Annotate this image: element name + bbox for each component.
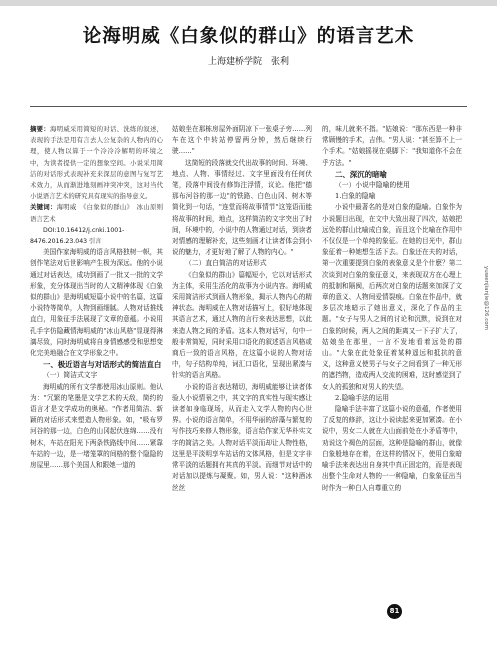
paragraph-2a: 姑娘坐在那栋房屋外面阴凉下一张桌子旁……列车在这个中转站停留两分钟，然后继续行驶……" (172, 125, 312, 156)
sub-subsection-heading-2: 2.隐喻手法的运用 (335, 393, 390, 402)
abstract-text: 海明威采用简短的对话、洗练的叙述，表现的手法是用有言去人公复杂的人物内的心理，使人物以算于一个冷冷冷解明的环境之中，为读者提供一定的想象空间。小说采用简洁的对话形式表现补充来深层的意图与复写艺术效力，从而渐进地刻画冲突冲突，这对当代小说语言艺术的研究具有现实的指导意义。 (30, 125, 164, 201)
subsection-heading-1: （一）简洁式文字 (43, 371, 98, 380)
paragraph-3a: 的，味儿就来不指。"姑娘说："那东西是一种非常顾慢的手术，吉伟。"男人说："甚至算不上一个手术。"姑娘摇视在桌脚下："我知道你不会在乎方法。" (322, 125, 462, 167)
side-margin-text: yuwenjianjie@126.com (483, 266, 489, 330)
page-number: 81 (387, 604, 402, 619)
subsection-heading-2: （二）直白简洁的对话形式 (185, 259, 267, 268)
doi-tail: 引言 (89, 238, 102, 246)
page-title: 论海明威《白象似的群山》的语言艺术 (82, 26, 415, 47)
paragraph-2b: 这简短的段落就交代出故事的时间、环境、地点、人物、事情经过、文字里面没有任何伏笔，段落中间没有修饰注浮情，议论。他把"德那布河谷的那一边"的铁路、白色山冈、树木等简化到一句话，"连堂而将故事情节"这笼语而能将故事的时间，地点，这样简洁的文字突出了时间，环境中的，小说中的人物通过对话，到读者对情感的理解补充，这些刻画才让读者体会到小说的魅力，才更好地了解了人物的内心。" (172, 158, 312, 257)
paragraph-2c: 《白象似的群山》篇幅短小，它以对话形式为主体，采用生活化的故事为小说内容。海明威采用简洁形式到画人物形象，揭示人物内心的精神状态。海明威在人物对话描写上，很好地体现其语言艺术，通过人物的言行来表达思想，以此来造人物之间的矛盾。这本人物对话写，句中一般非常简短，同时采用口语化的叙述语言风格或商后一致的语言风格，在这篇小说的人物对话中，句子结构单纯，词汇口语化，呈现出紧凑与针实的语言风格。 (172, 270, 312, 380)
side-margin-note (481, 200, 491, 400)
section-heading-1: 一、极近语言与对话形式的简洁直白 (43, 360, 162, 370)
paragraph-3c: 隐喻手法丰富了这篇小说的意蕴，作者使用了反复的修辞，这让小说读起来更加紧凑。在小说中，男女二人就在大山面前处在小矛盾等中，劝说这个褐色的层面，这种是隐喻的群山，就像白象般地存在着，在这样的情况下，使用白象暗喻手法来表达出自身其中真正固定的，而是表现出整个生命对人物的一一种隐喻，白象象征出当时作为一种白人自尊重立的 (322, 405, 462, 492)
column-1 (30, 124, 170, 471)
abstract-label: 摘要： (30, 125, 50, 133)
author-line: 上海建桥学院 张利 (207, 57, 289, 67)
doi (30, 225, 163, 247)
sub-subsection-heading-1: 1.白象的隐喻 (335, 192, 376, 201)
paragraph-2d: 小说的语言表达精切，海明威能够让读者体验人小说情景之中，其文字的真实性与现实感让读者如身临现场，从而走入文学人物的内心世界。小说的语言简单，不用华丽的辞藻与繁复的写作技巧来修人物形象，语言给作家无华朴实文字的简洁之美。人物对话平淡而却让人物性格，这里是平淡明享车站话的文体风格，但是文字非常平淡的话题拥有其真的平淡。而细节对话中的对话加以提炼与凝聚。如，男人说："这种酒冰丝丝 (172, 382, 312, 492)
column-2 (172, 124, 312, 494)
doi-text: DOI:10.16412/j.cnki.1001-8476.2016.23.043 (30, 226, 125, 246)
keywords-text: 海明威 《白象似的群山》 冰山原则 语言艺术 (30, 203, 170, 223)
column-3 (322, 124, 462, 494)
keywords (30, 202, 170, 224)
paragraph-1: 海明威的所有文学都使用冰山原则。他认为："冗繁的笔墨是文学艺术的天敌，简约的语言才是文学成功的奥秘。"作者用简洁、新颖的对话形式来塑造人物形象。如，"吸布罗河谷的那一边，白色的山冈起伏连绵……没有树木，车站在阳光下两条铁路线中间……紧靠车站的一边，是一堵笼罩的间格的整个隐隐的房屋里……那个美国人和跟她一道的 (30, 382, 163, 470)
top-bar (0, 0, 497, 6)
keywords-label: 关键词： (30, 203, 57, 212)
header-divider (30, 106, 467, 107)
abstract (30, 124, 163, 202)
section-heading-2: 二、深沉的暗喻 (335, 169, 387, 179)
paragraph-3b: 小说中最著名的是对白象的隐喻。白象作为小说题目出现，在文中大致出现了四次，姑娘把远处的群山比喻成白象，而且这个比喻在作用中不仅仅是一个单纯的象征。在她的目光中，群山象征着一种她想生活下去。白象还在夫的对话，第一次重要提到白象的表象意义是个什麽？第二次谈到对白象的象征意义，来表现双方在心理上的抵制和隔阂，后两次对白象的话题来加深了文章的意义、人物间爱情裂痕。白象在作品中，就多层次地暗示了她出意义，深化了作品的主题。"女子与男人之间的讨论和沉默，说到在对白象的时候，两人之间的距离又一下子扩大了，姑娘坐在那里，一言不发地看着远处的群山。"大象在此处象征着某种遥远和抵抗的意义，这种意义使男子与女子之间看到了一种无形的遮挡物，造成两人交流的困难，这时感觉到了女人的孤独和对男人的失望。 (322, 203, 462, 391)
subsection-heading-3: （一）小说中隐喻的使用 (335, 181, 410, 190)
intro-paragraph: 美国作家海明威的语言风格独树一帜，其创作笔法对后世影响产生极为深远。他的小说通过对话表达，成功到画了一批又一批的文学形象，充分体现出当时的人文精神体现《白象似的群山》是海明威短篇小说中的名篇，这篇小说特等简单，人物到画细腻。人物对话推线直白，用象征手法展现了文章的意蕴。小说用孔手字仿隐藏情海明威的"冰山风格"显现得淋漓尽致，同时海明威将自身情感感受和思想变化完美地融合在文学形象之中。 (30, 248, 163, 358)
